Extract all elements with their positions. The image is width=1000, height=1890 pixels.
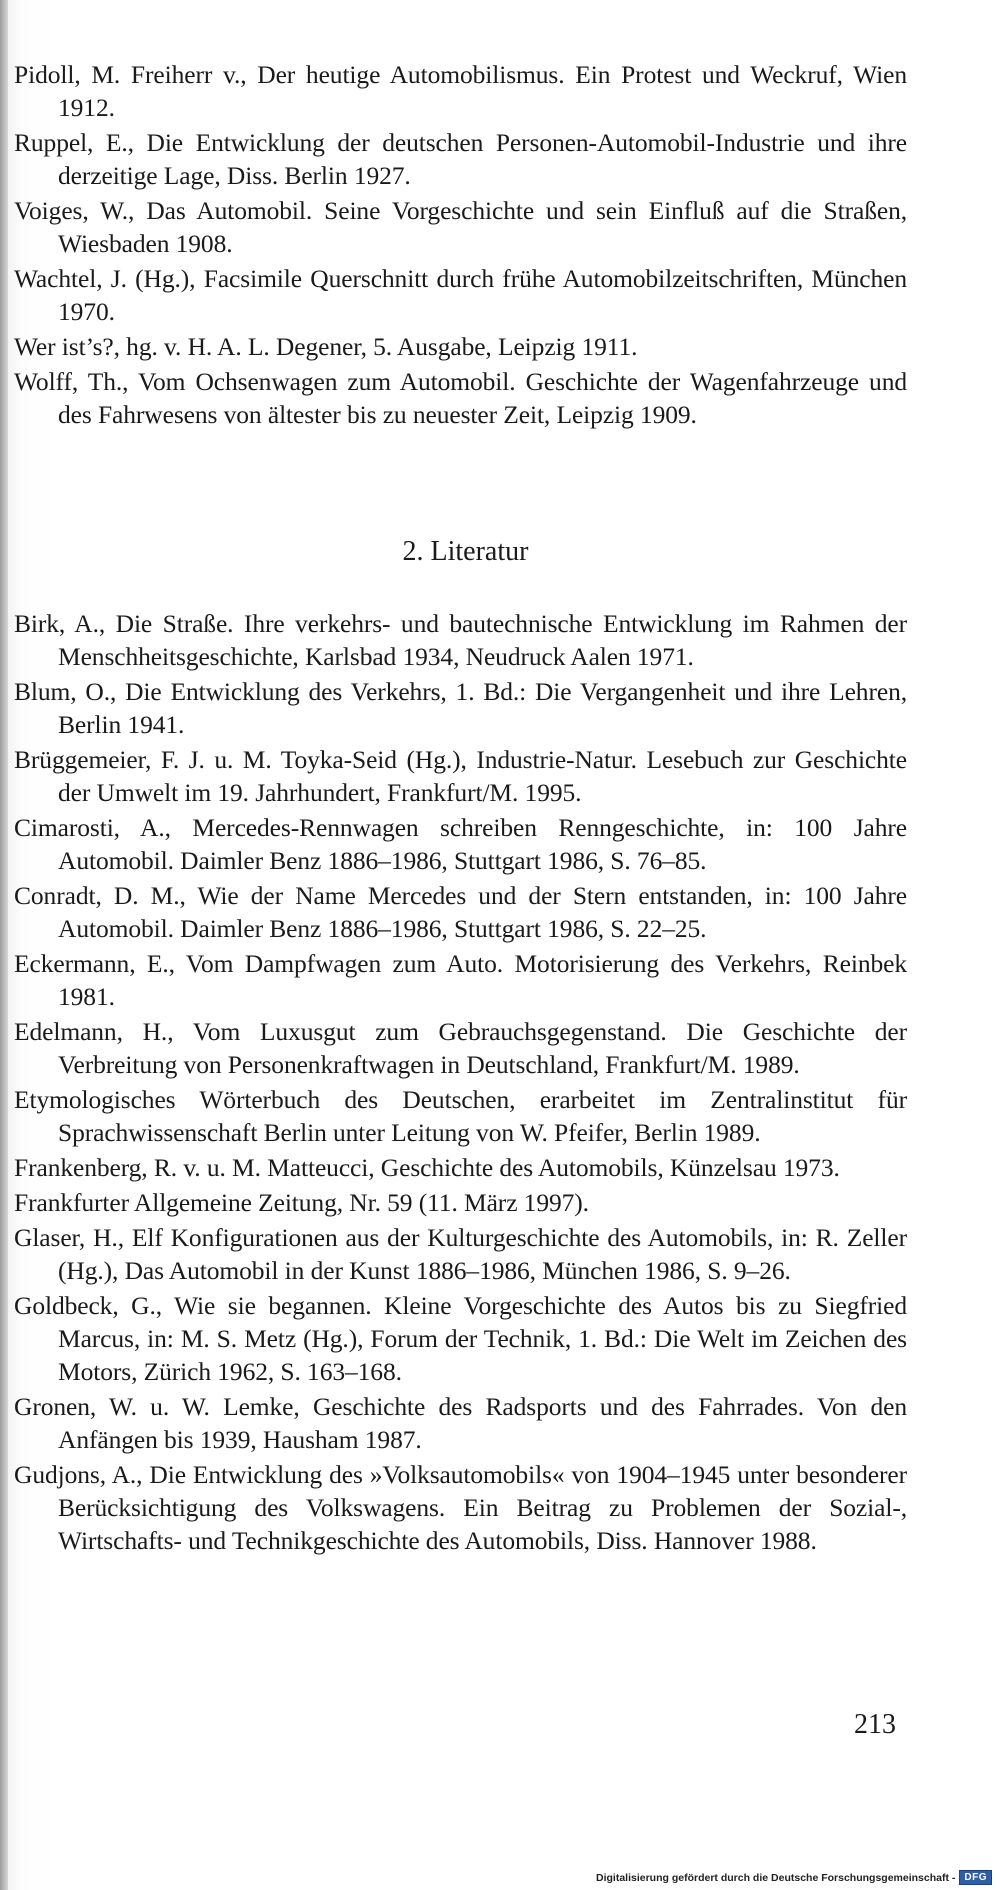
bibliography-entry: Frankenberg, R. v. u. M. Matteucci, Geschichte des Automobils, Künzelsau 1973. [14, 1153, 840, 1182]
bibliography-entry: Brüggemeier, F. J. u. M. Toyka-Seid (Hg.), Industrie-Natur. Lesebuch zur Geschichte der Umwelt im 19. Jahrhundert, Frankfurt/M. 1995. [14, 745, 907, 807]
dfg-logo: DFG [959, 1870, 992, 1885]
bibliography-entry: Ruppel, E., Die Entwicklung der deutschen Personen-Automobil-Industrie und ihre derzeitige Lage, Diss. Berlin 1927. [14, 128, 907, 190]
bibliography-entry: Cimarosti, A., Mercedes-Rennwagen schreiben Renngeschichte, in: 100 Jahre Automobil. Daimler Benz 1886–1986, Stuttgart 1986, S. 76–85. [14, 813, 907, 875]
bibliography-entry: Wolff, Th., Vom Ochsenwagen zum Automobil. Geschichte der Wagenfahrzeuge und des Fahrwesens von ältester bis zu neuester Zeit, Leipzig 1909. [14, 367, 907, 429]
bibliography-entry: Conradt, D. M., Wie der Name Mercedes und der Stern entstanden, in: 100 Jahre Automobil. Daimler Benz 1886–1986, Stuttgart 1986, S. 22–25. [14, 881, 907, 943]
bibliography-entry: Birk, A., Die Straße. Ihre verkehrs- und bautechnische Entwicklung im Rahmen der Menschheitsgeschichte, Karlsbad 1934, Neudruck Aalen 1971. [14, 609, 907, 671]
section-heading: 2. Literatur [402, 536, 529, 567]
bibliography-entry: Gronen, W. u. W. Lemke, Geschichte des Radsports und des Fahrrades. Von den Anfängen bis 1939, Hausham 1987. [14, 1392, 907, 1454]
binding-shadow [0, 0, 8, 1890]
bibliography-entry: Blum, O., Die Entwicklung des Verkehrs, 1. Bd.: Die Vergangenheit und ihre Lehren, Berlin 1941. [14, 677, 907, 739]
bibliography-entry: Edelmann, H., Vom Luxusgut zum Gebrauchsgegenstand. Die Geschichte der Verbreitung von Personenkraftwagen in Deutschland, Frankfurt/M. 1989. [14, 1017, 907, 1079]
page-number: 213 [854, 1709, 896, 1740]
bibliography-entry: Wer ist’s?, hg. v. H. A. L. Degener, 5. Ausgabe, Leipzig 1911. [14, 332, 638, 361]
credit-text: Digitalisierung gefördert durch die Deutsche Forschungsgemeinschaft - [596, 1871, 956, 1884]
bibliography-entry: Frankfurter Allgemeine Zeitung, Nr. 59 (11. März 1997). [14, 1188, 589, 1217]
bibliography-entry: Etymologisches Wörterbuch des Deutschen, erarbeitet im Zentralinstitut für Sprachwissenschaft Berlin unter Leitung von W. Pfeifer, Berlin 1989. [14, 1085, 907, 1147]
bibliography-entry: Glaser, H., Elf Konfigurationen aus der Kulturgeschichte des Automobils, in: R. Zeller (Hg.), Das Automobil in der Kunst 1886–1986, München 1986, S. 9–26. [14, 1223, 907, 1285]
digitization-credit [596, 1870, 992, 1885]
bibliography-entry: Pidoll, M. Freiherr v., Der heutige Automobilismus. Ein Protest und Weckruf, Wien 1912. [14, 60, 907, 122]
bibliography-entry: Goldbeck, G., Wie sie begannen. Kleine Vorgeschichte des Autos bis zu Siegfried Marcus, in: M. S. Metz (Hg.), Forum der Technik, 1. Bd.: Die Welt im Zeichen des Motors, Zürich 1962, S. 163–168. [14, 1291, 907, 1386]
bibliography-text [14, 58, 907, 1557]
bibliography-entry: Eckermann, E., Vom Dampfwagen zum Auto. Motorisierung des Verkehrs, Reinbek 1981. [14, 949, 907, 1011]
bibliography-entry: Wachtel, J. (Hg.), Facsimile Querschnitt durch frühe Automobilzeitschriften, München 1970. [14, 264, 907, 326]
bibliography-entry: Voiges, W., Das Automobil. Seine Vorgeschichte und sein Einfluß auf die Straßen, Wiesbaden 1908. [14, 196, 907, 258]
bibliography-entry: Gudjons, A., Die Entwicklung des »Volksautomobils« von 1904–1945 unter besonderer Berücksichtigung des Volkswagens. Ein Beitrag zu Problemen der Sozial-, Wirtschafts- und Technikgeschichte des Automobils, Diss. Hannover 1988. [14, 1460, 907, 1555]
